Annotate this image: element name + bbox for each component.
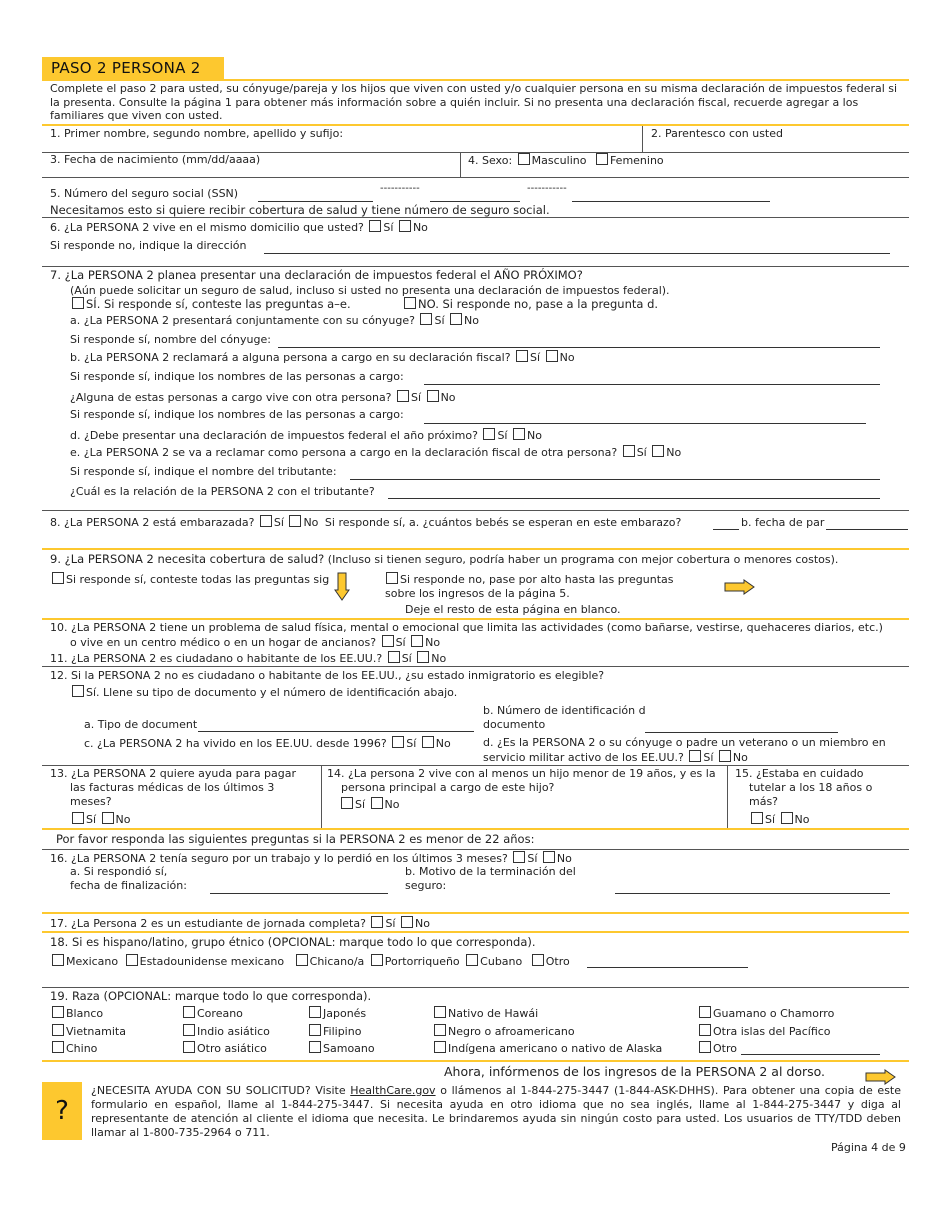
due-date-line[interactable]: [826, 529, 908, 530]
q7a-yes-checkbox[interactable]: [420, 313, 432, 325]
q12c-no-checkbox[interactable]: [422, 736, 434, 748]
babies-count-line[interactable]: [713, 529, 739, 530]
race-option: [432, 1041, 662, 1055]
q9-no-line2: sobre los ingresos de la página 5.: [385, 587, 570, 600]
yes-label: Sí: [703, 751, 714, 764]
q7b-yes-checkbox[interactable]: [516, 350, 528, 362]
q16a-l1: a. Si respondió sí,: [70, 865, 168, 878]
female-label: Femenino: [609, 154, 664, 167]
yes-label: Sí: [636, 446, 647, 459]
option-label: Otra islas del Pacífico: [713, 1025, 831, 1038]
q8-label: 8. ¿La PERSONA 2 está embarazada?: [50, 516, 255, 529]
q11-label: 11. ¿La PERSONA 2 es ciudadano o habitante de los EE.UU.?: [50, 652, 383, 665]
divider: [42, 548, 909, 550]
q19-label: 19. Raza (OPCIONAL: marque todo lo que corresponda).: [50, 989, 372, 1003]
q7d-label: d. ¿Debe presentar una declaración de impuestos federal el año próximo?: [70, 429, 478, 442]
yes-label: Sí: [411, 391, 422, 404]
arrow-right-icon: [865, 1069, 897, 1085]
yes-label: Sí: [406, 737, 417, 750]
race-option: [50, 1006, 103, 1020]
race-option: [181, 1041, 267, 1055]
q12a-label: a. Tipo de document: [84, 718, 198, 731]
race-checkbox[interactable]: [52, 1006, 64, 1018]
no-label: No: [732, 751, 748, 764]
taxpayer-name-line[interactable]: [350, 479, 880, 480]
q7a-label: a. ¿La PERSONA 2 presentará conjuntamente con su cónyuge?: [70, 314, 415, 327]
doc-type-line[interactable]: [198, 731, 474, 732]
under22-note: Por favor responda las siguientes preguntas si la PERSONA 2 es menor de 22 años:: [56, 832, 535, 846]
option-label: Coreano: [197, 1007, 243, 1020]
race-option: [432, 1024, 575, 1038]
ssn-part2-line[interactable]: [430, 201, 520, 202]
q12d-label-2: servicio militar activo de los EE.UU.?: [483, 751, 684, 764]
spouse-name-line[interactable]: [278, 347, 880, 348]
option-label: Portorriqueño: [384, 955, 460, 968]
divider: [42, 618, 909, 620]
q15-l2: tutelar a los 18 años o: [749, 781, 873, 794]
ssn-part3-line[interactable]: [572, 201, 770, 202]
female-checkbox[interactable]: [596, 153, 608, 165]
q7b-no-checkbox[interactable]: [546, 350, 558, 362]
no-label: No: [559, 351, 575, 364]
q7-yes-label: SÍ. Si responde sí, conteste las preguntas a–e.: [86, 297, 351, 311]
q7b-label: b. ¿La PERSONA 2 reclamará a alguna persona a cargo en su declaración fiscal?: [70, 351, 511, 364]
q7b2-label: ¿Alguna de estas personas a cargo vive con otra persona?: [70, 391, 392, 404]
option-label: Japonés: [323, 1007, 367, 1020]
dependents-line-2[interactable]: [424, 423, 866, 424]
race-option: [181, 1024, 270, 1038]
q6-label: 6. ¿La PERSONA 2 vive en el mismo domicilio que usted?: [50, 221, 364, 234]
yes-label: Sí: [273, 516, 284, 529]
puerto-rican-checkbox[interactable]: [371, 954, 383, 966]
q13-no-checkbox[interactable]: [102, 812, 114, 824]
q16b-l2: seguro:: [405, 879, 447, 892]
q17-row: [50, 916, 430, 930]
q11-row: [50, 651, 446, 665]
q10-row: [70, 635, 440, 649]
q14-yes-checkbox[interactable]: [341, 797, 353, 809]
q11-yes-checkbox[interactable]: [388, 651, 400, 663]
q12d-no-checkbox[interactable]: [719, 750, 731, 762]
option-label: Chicano/a: [309, 955, 365, 968]
q17-yes-checkbox[interactable]: [371, 916, 383, 928]
q16a-l2: fecha de finalización:: [70, 879, 187, 892]
no-label: No: [526, 429, 542, 442]
option-label: Indígena americano o nativo de Alaska: [448, 1042, 663, 1055]
q2-label: 2. Parentesco con usted: [651, 127, 783, 140]
mexican-american-checkbox[interactable]: [126, 954, 138, 966]
divider: [42, 177, 909, 178]
q12b-label: b. Número de identificación d: [483, 704, 646, 717]
no-label: No: [435, 737, 451, 750]
ssn-dash: -----------: [527, 183, 567, 194]
option-label: Cubano: [480, 955, 523, 968]
option-label: Indio asiático: [197, 1025, 270, 1038]
arrow-right-icon: [724, 579, 756, 595]
divider: [42, 79, 909, 81]
q8-follow: Si responde sí, a. ¿cuántos bebés se esperan en este embarazo?: [324, 516, 682, 529]
help-text-pre: ¿NECESITA AYUDA CON SU SOLICITUD? Visite: [91, 1084, 351, 1097]
q8-yes-checkbox[interactable]: [260, 515, 272, 527]
other-ethnicity-checkbox[interactable]: [532, 954, 544, 966]
divider: [42, 1060, 909, 1062]
q16-no-checkbox[interactable]: [543, 851, 555, 863]
q17-label: 17. ¿La Persona 2 es un estudiante de jornada completa?: [50, 917, 366, 930]
race-checkbox[interactable]: [309, 1006, 321, 1018]
q9-label: 9. ¿La PERSONA 2 necesita cobertura de salud?: [50, 552, 325, 566]
relationship-line[interactable]: [388, 498, 880, 499]
option-label: Estadounidense mexicano: [139, 955, 285, 968]
no-label: No: [794, 813, 810, 826]
q18-label: 18. Si es hispano/latino, grupo étnico (OPCIONAL: marque todo lo que corresponda).: [50, 935, 536, 949]
q12c-yes-checkbox[interactable]: [392, 736, 404, 748]
end-date-line[interactable]: [210, 893, 388, 894]
no-label: No: [303, 516, 319, 529]
q7e-label: e. ¿La PERSONA 2 se va a reclamar como persona a cargo en la declaración fiscal de otra persona?: [70, 446, 618, 459]
q13-l1: 13. ¿La PERSONA 2 quiere ayuda para pagar: [50, 767, 297, 780]
divider: [42, 931, 909, 933]
q14-l1: 14. ¿La persona 2 vive con al menos un hijo menor de 19 años, y es la: [327, 767, 716, 780]
q15-options: [749, 812, 810, 826]
option-label: Chino: [66, 1042, 98, 1055]
no-label: No: [412, 221, 428, 234]
q9-no-label: Si responde no, pase por alto hasta las preguntas: [400, 573, 674, 586]
q9-no-checkbox[interactable]: [386, 572, 398, 584]
q11-no-checkbox[interactable]: [417, 651, 429, 663]
q12d-row: [483, 750, 748, 764]
race-checkbox[interactable]: [52, 1024, 64, 1036]
no-label: No: [425, 636, 441, 649]
q13-l2: las facturas médicas de los últimos 3: [70, 781, 275, 794]
q7d-row: [70, 428, 542, 442]
race-option: [697, 1024, 831, 1038]
q12-yes-label: Sí. Llene su tipo de documento y el número de identificación abajo.: [86, 686, 458, 699]
divider: [42, 828, 909, 830]
divider: [42, 849, 909, 850]
q9-yes-checkbox[interactable]: [52, 572, 64, 584]
page-number: Página 4 de 9: [831, 1141, 906, 1154]
q7-yes-checkbox[interactable]: [72, 297, 84, 309]
reason-line[interactable]: [615, 893, 890, 894]
cuban-checkbox[interactable]: [466, 954, 478, 966]
yes-label: Sí: [765, 813, 776, 826]
option-label: Otro: [713, 1042, 737, 1055]
race-checkbox[interactable]: [183, 1006, 195, 1018]
help-icon: ?: [42, 1082, 82, 1140]
divider: [321, 765, 322, 828]
divider: [42, 266, 909, 267]
male-label: Masculino: [531, 154, 587, 167]
race-option: [50, 1041, 97, 1055]
q13-l3: meses?: [70, 795, 112, 808]
q7b-row: [70, 350, 575, 364]
race-option: [181, 1006, 243, 1020]
q3-label: 3. Fecha de nacimiento (mm/dd/aaaa): [50, 153, 261, 166]
no-label: No: [440, 391, 456, 404]
race-checkbox[interactable]: [309, 1041, 321, 1053]
q15-yes-checkbox[interactable]: [751, 812, 763, 824]
q7-no-label: NO. Si responde no, pase a la pregunta d.: [418, 297, 659, 311]
q16-yes-checkbox[interactable]: [513, 851, 525, 863]
yes-label: Sí: [355, 798, 366, 811]
race-checkbox[interactable]: [434, 1024, 446, 1036]
no-label: No: [414, 917, 430, 930]
arrow-down-icon: [334, 572, 350, 602]
q4-label: 4. Sexo:: [468, 154, 513, 167]
q12c-row: [84, 736, 451, 750]
race-checkbox[interactable]: [434, 1041, 446, 1053]
q14-l2: persona principal a cargo de este hijo?: [341, 781, 555, 794]
option-label: Vietnamita: [66, 1025, 126, 1038]
divider: [42, 217, 909, 218]
q6-row: [50, 220, 428, 234]
next-page-note: Ahora, infórmenos de los ingresos de la PERSONA 2 al dorso.: [444, 1064, 826, 1079]
yes-label: Sí: [401, 652, 412, 665]
option-label: Samoano: [323, 1042, 375, 1055]
q12-yes-row: [70, 685, 457, 699]
yes-label: Sí: [434, 314, 445, 327]
yes-label: Sí: [527, 852, 538, 865]
no-label: No: [464, 314, 479, 327]
q9-sub: (Incluso si tienen seguro, podría haber un programa con mejor cobertura o menores costos).: [327, 553, 839, 566]
q8-row: [50, 515, 681, 529]
q12c-label: c. ¿La PERSONA 2 ha vivido en los EE.UU. desde 1996?: [84, 737, 387, 750]
q12b-label-2: documento: [483, 718, 546, 731]
q5-note: Necesitamos esto si quiere recibir cobertura de salud y tiene número de seguro social.: [50, 203, 550, 217]
q10-line2: o vive en un centro médico o en un hogar de ancianos?: [70, 636, 377, 649]
other-race-line[interactable]: [741, 1054, 880, 1055]
race-option: [697, 1006, 834, 1020]
race-checkbox[interactable]: [699, 1041, 711, 1053]
q17-no-checkbox[interactable]: [401, 916, 413, 928]
q13-options: [70, 812, 131, 826]
q9-no-line3: Deje el resto de esta página en blanco.: [405, 603, 621, 616]
q9-yes-row: [50, 572, 329, 586]
no-label: No: [115, 813, 131, 826]
q7b2-yes-checkbox[interactable]: [397, 390, 409, 402]
q6-no-checkbox[interactable]: [399, 220, 411, 232]
q7a-no-checkbox[interactable]: [450, 313, 462, 325]
q12-label: 12. Si la PERSONA 2 no es ciudadano o habitante de los EE.UU., ¿su estado inmigratorio es elegible?: [50, 669, 605, 682]
divider: [42, 510, 909, 511]
q7d-yes-checkbox[interactable]: [483, 428, 495, 440]
q13-yes-checkbox[interactable]: [72, 812, 84, 824]
q7-sub: (Aún puede solicitar un seguro de salud, incluso si usted no presenta una declaración de impuestos federal).: [70, 284, 670, 297]
q12-yes-checkbox[interactable]: [72, 685, 84, 697]
q16b-l1: b. Motivo de la terminación del: [405, 865, 576, 878]
divider: [42, 765, 909, 766]
no-label: No: [556, 852, 572, 865]
yes-label: Sí: [530, 351, 541, 364]
race-checkbox[interactable]: [183, 1041, 195, 1053]
ssn-part1-line[interactable]: [258, 201, 373, 202]
divider: [42, 666, 909, 667]
race-option: [432, 1006, 538, 1020]
q9-row: [50, 552, 838, 566]
q7-label: 7. ¿La PERSONA 2 planea presentar una declaración de impuestos federal el AÑO PRÓXIMO?: [50, 268, 583, 282]
q10-yes-checkbox[interactable]: [382, 635, 394, 647]
q7e-no-checkbox[interactable]: [652, 445, 664, 457]
yes-label: Sí: [395, 636, 406, 649]
option-label: Negro o afroamericano: [448, 1025, 575, 1038]
step-title: PASO 2 PERSONA 2: [42, 57, 224, 80]
address-line[interactable]: [264, 253, 890, 254]
q10-line1: 10. ¿La PERSONA 2 tiene un problema de salud física, mental o emocional que limita las actividades (como bañarse, vestirse, quehaceres diarios, etc.): [50, 621, 883, 634]
q7a-row: [70, 313, 479, 327]
q16-row: [50, 851, 572, 865]
q18-options: [50, 954, 570, 968]
q10-no-checkbox[interactable]: [411, 635, 423, 647]
no-label: No: [666, 446, 682, 459]
q15-l3: más?: [749, 795, 779, 808]
q15-l1: 15. ¿Estaba en cuidado: [735, 767, 864, 780]
ssn-dash: -----------: [380, 183, 420, 194]
q5-label: 5. Número del seguro social (SSN): [50, 187, 239, 200]
q8b-label: b. fecha de par: [741, 516, 825, 529]
help-text-post: o llámenos al 1-844-275-3447 (1-844-ASK-DHHS). Para obtener una copia de este formulario en español, llame al 1-844-275-3447. Si necesita ayuda en otro idioma que no sea inglés, llame al 1-844-275-3447 y diga al representante de atención al cliente el idioma que necesita. Le brindaremos ayuda sin ningún costo para usted. Los usuarios de TTY/TDD deben llamar al 1-800-735-2964 o 711.: [91, 1084, 901, 1139]
race-checkbox[interactable]: [434, 1006, 446, 1018]
male-checkbox[interactable]: [518, 153, 530, 165]
option-label: Guamano o Chamorro: [713, 1007, 835, 1020]
option-label: Otro asiático: [197, 1042, 267, 1055]
q9-no-row: [384, 572, 674, 586]
q7e-row: [70, 445, 681, 459]
yes-label: Sí: [385, 917, 396, 930]
yes-label: Sí: [497, 429, 508, 442]
option-label: Nativo de Hawái: [448, 1007, 539, 1020]
q7-no-row: [402, 297, 658, 311]
other-ethnicity-line[interactable]: [587, 967, 748, 968]
doc-number-line[interactable]: [645, 732, 838, 733]
race-option: [307, 1024, 361, 1038]
help-text: [91, 1084, 901, 1140]
q7e-rel: ¿Cuál es la relación de la PERSONA 2 con el tributante?: [70, 485, 375, 498]
intro-text: Complete el paso 2 para usted, su cónyuge/pareja y los hijos que viven con usted y/o cualquier persona en su misma declaración de impuestos federal si la presenta. Consulte la página 1 para obtener más información sobre a quién incluir. Si no presenta una declaración fiscal, recuerde agregar a los familiares que viven con usted.: [50, 82, 898, 122]
q7d-no-checkbox[interactable]: [513, 428, 525, 440]
no-label: No: [384, 798, 400, 811]
q7a-follow: Si responde sí, nombre del cónyuge:: [70, 333, 271, 346]
dependents-line[interactable]: [424, 384, 880, 385]
q1-label: 1. Primer nombre, segundo nombre, apellido y sufijo:: [50, 127, 344, 140]
mexican-checkbox[interactable]: [52, 954, 64, 966]
divider: [42, 124, 909, 126]
option-label: Mexicano: [66, 955, 119, 968]
q6-follow: Si responde no, indique la dirección: [50, 239, 247, 252]
option-label: Otro: [545, 955, 570, 968]
q7e-follow: Si responde sí, indique el nombre del tributante:: [70, 465, 337, 478]
q12d-label: d. ¿Es la PERSONA 2 o su cónyuge o padre un veterano o un miembro en: [483, 736, 886, 749]
q7b-follow: Si responde sí, indique los nombres de las personas a cargo:: [70, 370, 404, 383]
healthcare-link[interactable]: HealthCare.gov: [350, 1084, 436, 1097]
q12d-yes-checkbox[interactable]: [689, 750, 701, 762]
race-checkbox[interactable]: [699, 1006, 711, 1018]
q7-no-checkbox[interactable]: [404, 297, 416, 309]
race-option: [307, 1006, 366, 1020]
option-label: Filipino: [323, 1025, 362, 1038]
q4-row: [468, 153, 664, 167]
race-checkbox[interactable]: [699, 1024, 711, 1036]
race-checkbox[interactable]: [183, 1024, 195, 1036]
q7b2-no-checkbox[interactable]: [427, 390, 439, 402]
divider: [727, 765, 728, 828]
q14-no-checkbox[interactable]: [371, 797, 383, 809]
divider: [460, 152, 461, 177]
yes-label: Sí: [86, 813, 97, 826]
chicano-checkbox[interactable]: [296, 954, 308, 966]
no-label: No: [431, 652, 447, 665]
q7b2-row: [70, 390, 456, 404]
q15-no-checkbox[interactable]: [781, 812, 793, 824]
yes-label: Sí: [383, 221, 394, 234]
race-option: [50, 1024, 126, 1038]
q7b2-follow: Si responde sí, indique los nombres de las personas a cargo:: [70, 408, 404, 421]
q16-label: 16. ¿La PERSONA 2 tenía seguro por un trabajo y lo perdió en los últimos 3 meses?: [50, 852, 508, 865]
option-label: Blanco: [66, 1007, 104, 1020]
race-option: [697, 1041, 737, 1055]
race-checkbox[interactable]: [52, 1041, 64, 1053]
divider: [642, 126, 643, 152]
q7e-yes-checkbox[interactable]: [623, 445, 635, 457]
divider: [42, 987, 909, 988]
q9-yes-label: Si responde sí, conteste todas las preguntas sig: [66, 573, 330, 586]
q14-options: [339, 797, 400, 811]
q7-yes-row: [70, 297, 351, 311]
race-checkbox[interactable]: [309, 1024, 321, 1036]
q6-yes-checkbox[interactable]: [369, 220, 381, 232]
race-option: [307, 1041, 375, 1055]
q8-no-checkbox[interactable]: [289, 515, 301, 527]
divider: [42, 912, 909, 914]
